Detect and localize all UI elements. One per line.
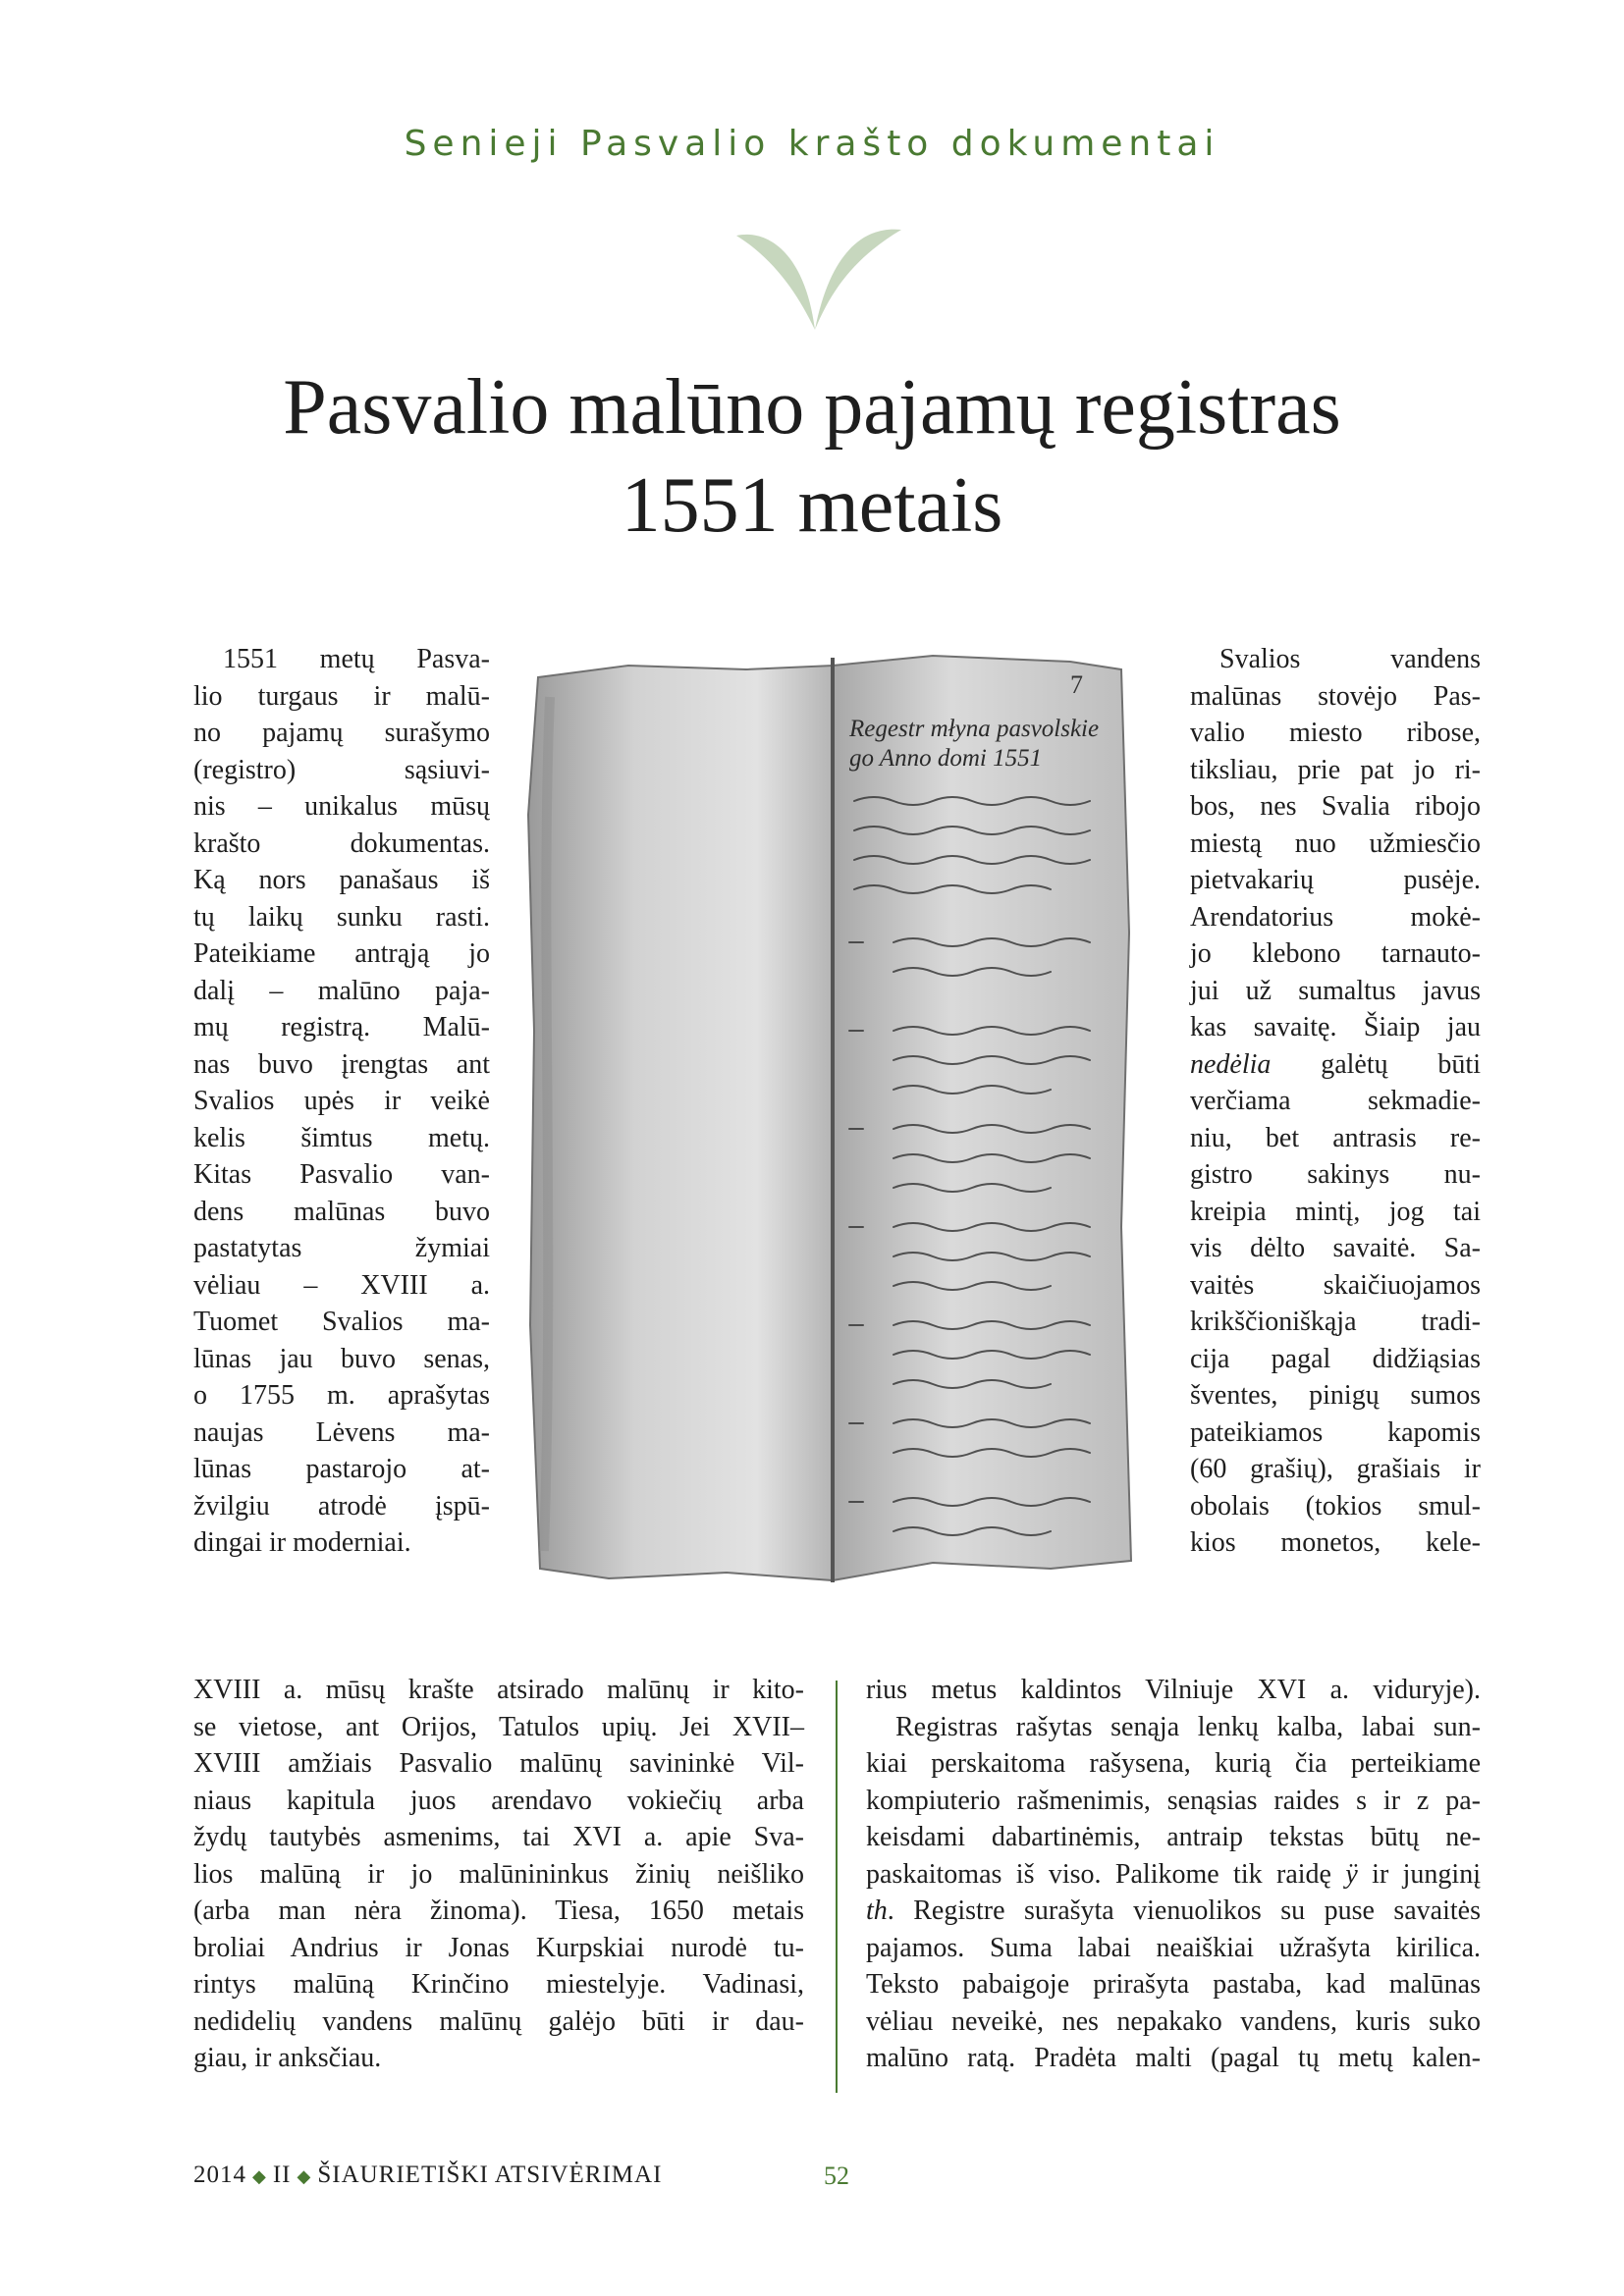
text-line: krikščioniškąja tradi- <box>1190 1307 1481 1337</box>
text-line: Kitas Pasvalio van- <box>193 1159 490 1190</box>
text-line: Svalios upės ir veikė <box>193 1086 490 1116</box>
text-line <box>866 1893 1481 1930</box>
text-line: (arba man nėra žinoma). Tiesa, 1650 metais <box>193 1896 804 1926</box>
text-line: broliai Andrius ir Jonas Kurpskiai nurodė tu- <box>193 1932 804 1963</box>
text-line: lio turgaus ir malū- <box>193 680 490 712</box>
text-fragment: . Registre surašyta vienuolikos su puse savaitės <box>887 1896 1481 1926</box>
text-line <box>866 1856 1481 1894</box>
text-line: (60 grašių), grašiais ir <box>1190 1454 1481 1484</box>
text-line: naujas Lėvens ma- <box>193 1416 490 1448</box>
text-line: kreipia mintį, jog tai <box>1190 1196 1481 1227</box>
text-line: nas buvo įrengtas ant <box>193 1048 490 1080</box>
text-line: valio miesto ribose, <box>1190 718 1481 748</box>
text-line: miestą nuo užmiesčio <box>1190 828 1481 859</box>
text-line: bos, nes Svalia ribojo <box>1190 791 1481 822</box>
manuscript-page-mark: 7 <box>1070 670 1083 699</box>
text-line: Pateikiame antrąją jo <box>193 938 490 969</box>
text-fragment: galėtų būti <box>1321 1048 1481 1080</box>
manuscript-heading-line2: go Anno domi 1551 <box>849 745 1043 772</box>
text-line: jo klebono tarnauto- <box>1190 938 1481 969</box>
text-line: se vietose, ant Orijos, Tatulos upių. Jei XVII– <box>193 1711 804 1742</box>
body-column-right-top <box>1190 641 1481 1562</box>
text-line: malūno ratą. Pradėta malti (pagal tų metų kalen- <box>866 2043 1481 2073</box>
text-line: Arendatorius mokė- <box>1190 901 1481 933</box>
text-line: tiksliau, prie pat jo ri- <box>1190 754 1481 785</box>
text-line: obolais (tokios smul- <box>1190 1490 1481 1522</box>
article-title-line2: 1551 metais <box>621 462 1003 549</box>
footer <box>193 2162 662 2189</box>
text-line: verčiama sekmadie- <box>1190 1086 1481 1116</box>
text-line: dalį – malūno paja- <box>193 975 490 1006</box>
text-line: cija pagal didžiąsias <box>1190 1343 1481 1374</box>
text-line <box>1190 1046 1481 1084</box>
footer-issue: II <box>272 2162 292 2188</box>
text-line: tų laikų sunku rasti. <box>193 901 490 933</box>
article-title-line1: Pasvalio malūno pajamų registras <box>283 364 1341 451</box>
column-divider <box>836 1681 838 2093</box>
text-line: lios malūną ir jo malūnininkus žinių neišliko <box>193 1858 804 1890</box>
text-line: kas savaitę. Šiaip jau <box>1190 1012 1481 1042</box>
text-line: 1551 metų Pasva- <box>223 644 490 674</box>
page-number: 52 <box>824 2162 849 2190</box>
text-line: vėliau neveikė, nes nepakako vandens, kuris suko <box>866 2005 1481 2037</box>
text-line: rintys malūną Krinčino miestelyje. Vadinasi, <box>193 1969 804 2000</box>
text-line: Svalios vandens <box>1219 644 1481 674</box>
text-line: malūnas stovėjo Pas- <box>1190 680 1481 712</box>
text-line: dens malūnas buvo <box>193 1196 490 1227</box>
text-line: krašto dokumentas. <box>193 828 490 859</box>
italic-term: ÿ <box>1345 1858 1358 1890</box>
text-line: gistro sakinys nu- <box>1190 1159 1481 1190</box>
article-title <box>0 358 1624 555</box>
text-fragment: paskaitomas iš viso. Palikome tik raidę <box>866 1858 1331 1890</box>
text-line: Teksto pabaigoje prirašyta pastaba, kad malūnas <box>866 1969 1481 2000</box>
footer-separator-icon: ◆ <box>297 2165 312 2186</box>
text-line: vis dėlto savaitė. Sa- <box>1190 1233 1481 1263</box>
text-line: jui už sumaltus javus <box>1190 975 1481 1006</box>
text-line: pateikiamos kapomis <box>1190 1416 1481 1448</box>
text-line: dingai ir moderniai. <box>193 1527 411 1558</box>
text-line: lūnas jau buvo senas, <box>193 1343 490 1374</box>
text-line: keisdami dabartinėmis, antraip tekstas būtų ne- <box>866 1822 1481 1852</box>
manuscript-heading-line1: Regestr młyna pasvolskie <box>849 716 1100 742</box>
text-line: niaus kapitula juos arendavo vokiečių arba <box>193 1785 804 1816</box>
text-line: kios monetos, kele- <box>1190 1527 1481 1558</box>
text-line: šventes, pinigų sumos <box>1190 1380 1481 1411</box>
section-title: Senieji Pasvalio krašto dokumentai <box>404 124 1220 164</box>
italic-term: nedėlia <box>1190 1048 1272 1080</box>
text-line: vėliau – XVIII a. <box>193 1269 490 1301</box>
text-line: no pajamų surašymo <box>193 718 490 748</box>
text-line: žydų tautybės asmenims, tai XVI a. apie Sva- <box>193 1822 804 1852</box>
text-line: žvilgiu atrodė įspū- <box>193 1490 490 1522</box>
text-line: niu, bet antrasis re- <box>1190 1122 1481 1153</box>
text-line: (registro) sąsiuvi- <box>193 754 490 785</box>
text-line: mų registrą. Malū- <box>193 1012 490 1042</box>
text-line: Tuomet Svalios ma- <box>193 1307 490 1337</box>
footer-separator-icon: ◆ <box>252 2165 267 2186</box>
text-line: pastatytas žymiai <box>193 1233 490 1263</box>
body-column-left-bottom <box>193 1672 804 2077</box>
body-column-left-top <box>193 641 490 1562</box>
text-line: Registras rašytas senąja lenkų kalba, labai sun- <box>895 1711 1481 1742</box>
text-line: XVIII amžiais Pasvalio malūnų savininkė Vil- <box>193 1748 804 1779</box>
text-line: kiai perskaitoma rašysena, kurią čia perteikiame <box>866 1748 1481 1779</box>
text-line: Ką nors panašaus iš <box>193 865 490 895</box>
manuscript-photo <box>520 638 1139 1590</box>
text-line: kelis šimtus metų. <box>193 1122 490 1153</box>
body-column-right-bottom <box>866 1672 1481 2077</box>
footer-journal: ŠIAURIETIŠKI ATSIVĖRIMAI <box>317 2162 663 2188</box>
text-line: lūnas pastarojo at- <box>193 1454 490 1484</box>
text-line: nis – unikalus mūsų <box>193 791 490 822</box>
text-fragment: ir junginį <box>1372 1858 1481 1890</box>
text-line: XVIII a. mūsų krašte atsirado malūnų ir kito- <box>193 1675 804 1705</box>
text-line: giau, ir anksčiau. <box>193 2043 382 2073</box>
text-line: nedidelių vandens malūnų galėjo būti ir dau- <box>193 2005 804 2037</box>
leaf-ornament <box>729 224 905 332</box>
text-line: o 1755 m. aprašytas <box>193 1380 490 1411</box>
footer-year: 2014 <box>193 2162 246 2188</box>
text-line: pajamos. Suma labai neaiškiai užrašyta kirilica. <box>866 1932 1481 1963</box>
text-line: rius metus kaldintos Vilniuje XVI a. viduryje). <box>866 1675 1481 1705</box>
text-line: vaitės skaičiuojamos <box>1190 1269 1481 1301</box>
text-line: pietvakarių pusėje. <box>1190 865 1481 895</box>
text-line: kompiuterio rašmenimis, senąsias raides s ir z pa- <box>866 1785 1481 1816</box>
italic-term: th <box>866 1896 888 1926</box>
